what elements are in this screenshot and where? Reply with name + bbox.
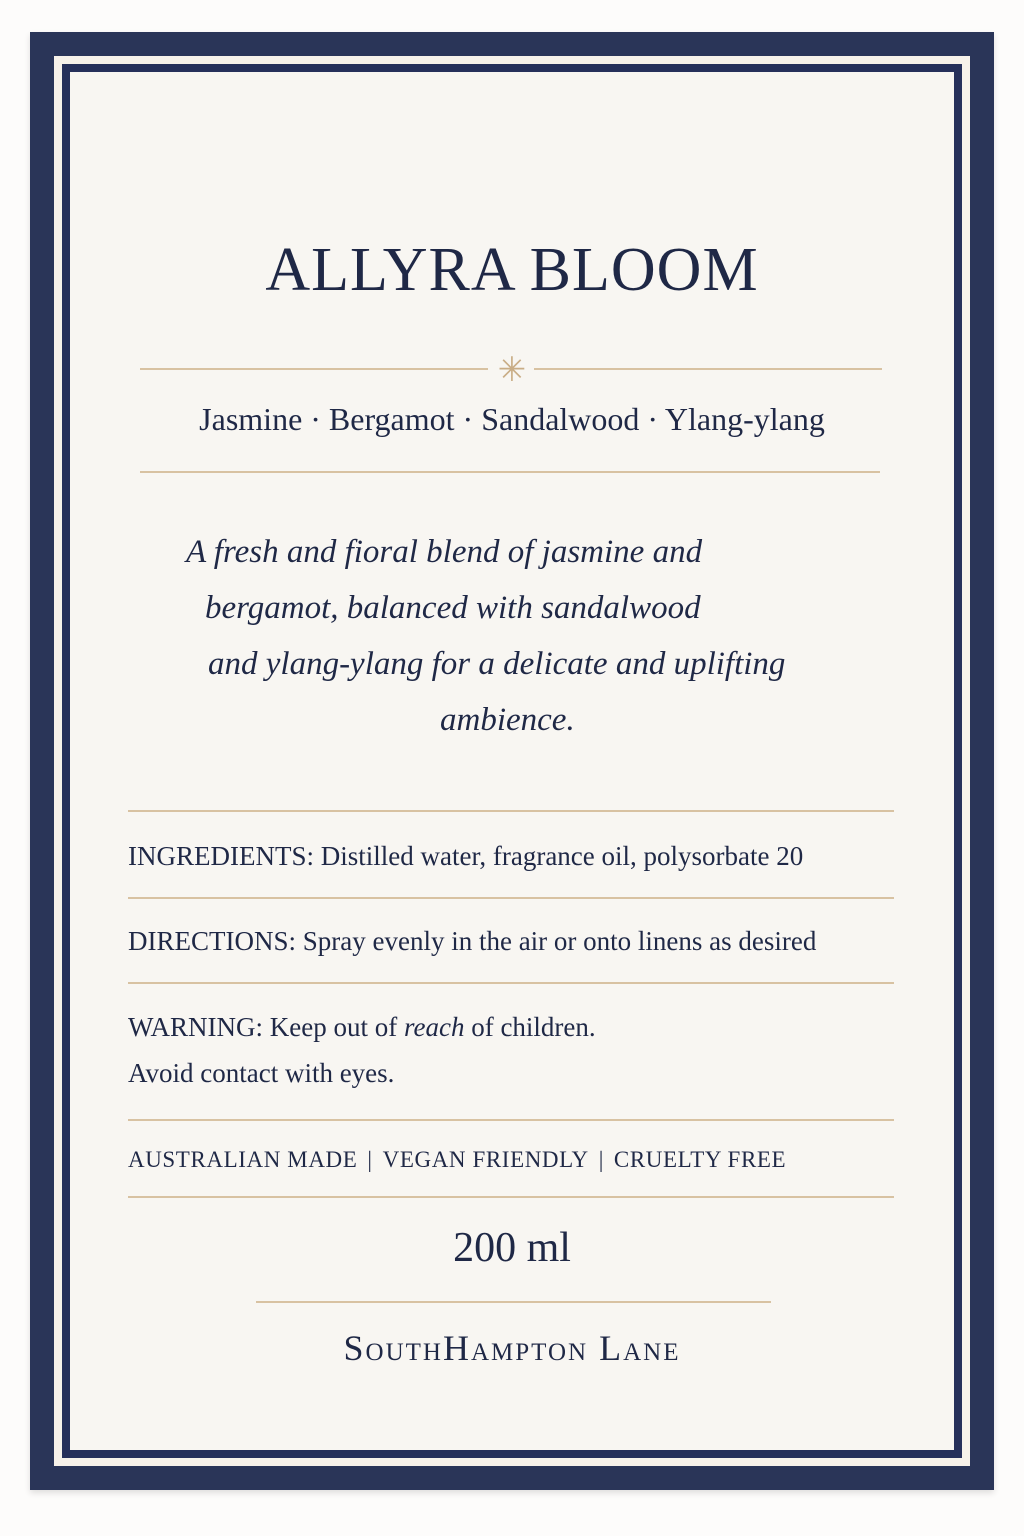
asterisk-ornament-icon: ✳	[497, 350, 527, 390]
divider	[128, 897, 894, 899]
description-line-4: ambience.	[440, 702, 575, 738]
divider	[128, 810, 894, 812]
divider	[128, 1196, 894, 1198]
description-line-1: A fresh and fioral blend of jasmine and	[186, 534, 703, 570]
divider	[140, 471, 880, 473]
divider-right	[534, 368, 882, 370]
directions-value: Spray evenly in the air or onto linens as desired	[302, 926, 817, 956]
description-line-3: and ylang-ylang for a delicate and uplifting	[208, 646, 786, 682]
claim-vegan-friendly: VEGAN FRIENDLY	[382, 1147, 589, 1172]
ingredients-key: INGREDIENTS:	[128, 841, 314, 871]
warning-value-after: of children.	[471, 1012, 596, 1042]
ingredients-value: Distilled water, fragrance oil, polysorbate 20	[320, 841, 804, 871]
directions-key: DIRECTIONS:	[128, 926, 296, 956]
product-name: ALLYRA BLOOM	[265, 236, 759, 304]
product-claims	[128, 1144, 786, 1176]
scent-notes: Jasmine · Bergamot · Sandalwood · Ylang-ylang	[199, 401, 825, 437]
ingredients-line	[128, 838, 803, 874]
claim-separator: |	[367, 1147, 373, 1172]
warning-line-2: Avoid contact with eyes.	[128, 1058, 395, 1088]
warning-key: WARNING:	[128, 1012, 263, 1042]
divider	[128, 1119, 894, 1121]
description-line-2: bergamot, balanced with sandalwood	[205, 590, 701, 626]
claim-cruelty-free: CRUELTY FREE	[613, 1147, 787, 1172]
divider-left	[140, 368, 488, 370]
brand-name: SouthHampton Lane	[343, 1328, 681, 1368]
warning-line	[128, 1009, 596, 1045]
volume: 200 ml	[453, 1225, 571, 1271]
claim-australian-made: AUSTRALIAN MADE	[128, 1147, 358, 1172]
claim-separator: |	[598, 1147, 604, 1172]
warning-value-emphasis: reach	[403, 1012, 465, 1042]
directions-line	[128, 923, 816, 959]
warning-value-before: Keep out of	[269, 1012, 398, 1042]
divider	[128, 982, 894, 984]
divider	[256, 1301, 771, 1303]
